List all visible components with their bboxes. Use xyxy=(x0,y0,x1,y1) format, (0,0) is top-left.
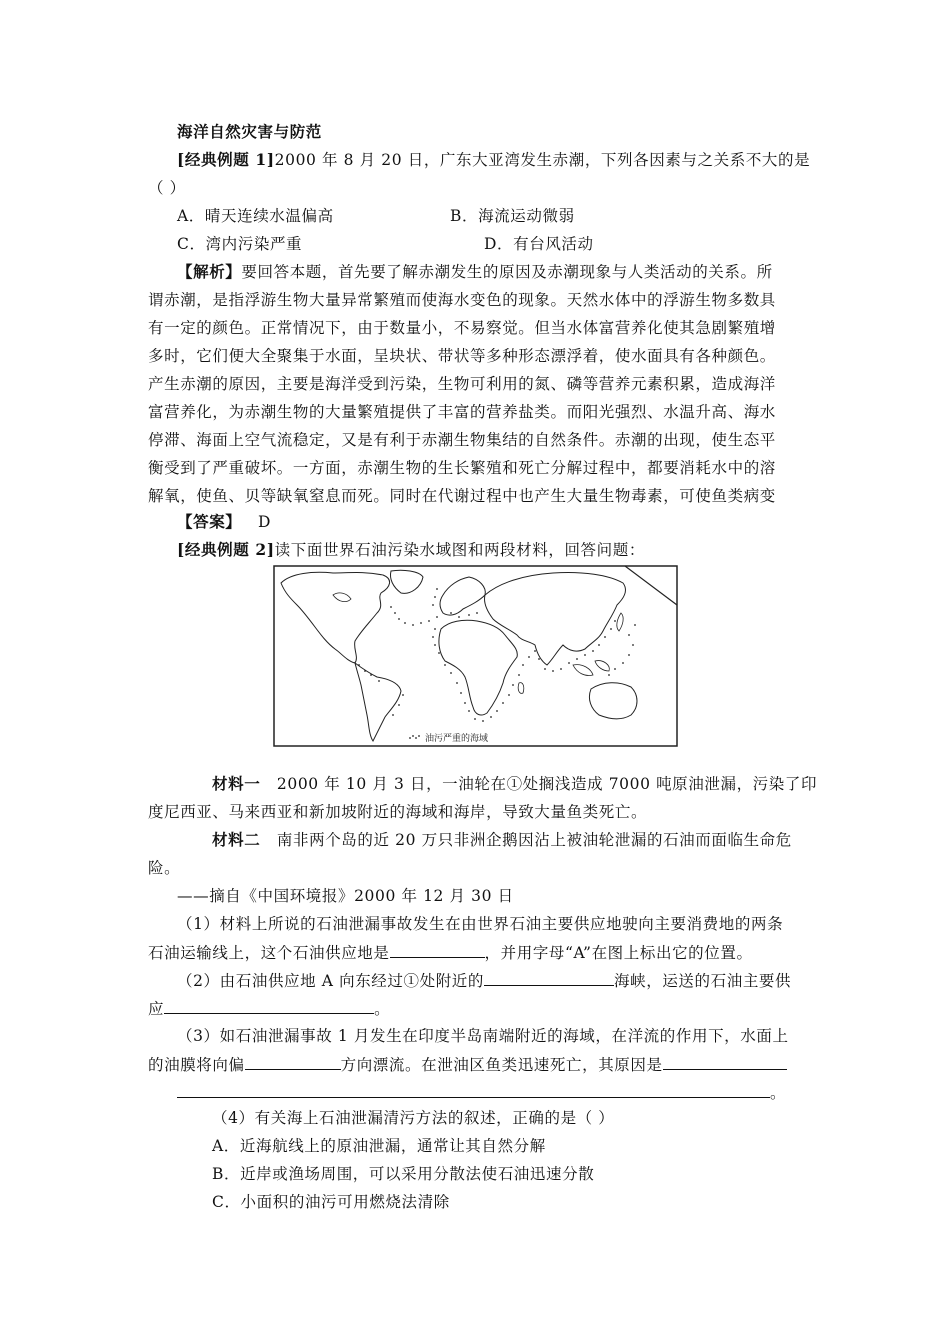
material1-line1: 材料一 2000 年 10 月 3 日，一油轮在①处搁浅造成 7000 吨原油泄漏，污染了印 xyxy=(212,774,818,793)
question1-line1: （1）材料上所说的石油泄漏事故发生在由世界石油主要供应地驶向主要消费地的两条 xyxy=(177,915,784,933)
analysis-line-4: 多时，它们便大全聚集于水面，呈块状、带状等多种形态漂浮着，使水面具有各种颜色。 xyxy=(148,347,776,365)
option-a: A．晴天连续水温偏高 xyxy=(177,207,334,225)
example1-tag: [经典例题 1] xyxy=(177,150,275,169)
answer-blank-destination[interactable] xyxy=(164,998,374,1014)
example1-question xyxy=(177,150,810,170)
answer-blank-reason[interactable] xyxy=(663,1054,787,1070)
question4-option-c: C．小面积的油污可用燃烧法清除 xyxy=(212,1193,450,1211)
answer-blank-reason-continued[interactable] xyxy=(177,1082,770,1098)
material1-line2: 度尼西亚、马来西亚和新加坡附近的海域和海岸，导致大量鱼类死亡。 xyxy=(148,803,648,821)
question4-option-a: A．近海航线上的原油泄漏，通常让其自然分解 xyxy=(212,1137,546,1155)
question4: （4）有关海上石油泄漏清污方法的叙述，正确的是（ ） xyxy=(212,1109,615,1127)
example2-intro: [经典例题 2]读下面世界石油污染水域图和两段材料，回答问题： xyxy=(177,540,645,559)
question3-line3: 。 xyxy=(177,1082,786,1103)
option-d: D．有台风活动 xyxy=(484,235,594,253)
answer-line xyxy=(177,512,271,532)
question2-line1: （2）由石油供应地 A 向东经过①处附近的 海峡，运送的石油主要供 xyxy=(177,972,792,990)
question2-line2: 应 。 xyxy=(148,1000,391,1018)
source-citation: ——摘自《中国环境报》2000 年 12 月 30 日 xyxy=(177,887,514,905)
material2-line2: 险。 xyxy=(148,859,181,877)
analysis-line-3: 有一定的颜色。正常情况下，由于数量小，不易察觉。但当水体富营养化使其急剧繁殖增 xyxy=(148,319,776,337)
example1-paren: （ ） xyxy=(148,179,186,197)
example1-text: 2000 年 8 月 20 日，广东大亚湾发生赤潮，下列各因素与之关系不大的是 xyxy=(274,151,811,169)
analysis-line-9: 解氧，使鱼、贝等缺氧窒息而死。同时在代谢过程中也产生大量生物毒素，可使鱼类病变 xyxy=(148,487,776,505)
answer-label: 【答案】 xyxy=(177,512,242,531)
answer-blank-direction[interactable] xyxy=(245,1054,341,1070)
analysis-line-2: 谓赤潮，是指浮游生物大量异常繁殖而使海水变色的现象。天然水体中的浮游生物多数具 xyxy=(148,291,776,309)
answer-blank-supply-region[interactable] xyxy=(390,942,485,958)
question1-line2: 石油运输线上，这个石油供应地是 ，并用字母“A”在图上标出它的位置。 xyxy=(148,944,753,962)
option-b: B．海流运动微弱 xyxy=(450,207,575,225)
analysis-line-1: 【解析】要回答本题，首先要了解赤潮发生的原因及赤潮现象与人类活动的关系。所 xyxy=(177,262,773,281)
answer-blank-strait[interactable] xyxy=(484,970,614,986)
page-title: 海洋自然灾害与防范 xyxy=(177,122,322,141)
material2-line1: 材料二 南非两个岛的近 20 万只非洲企鹅因沾上被油轮泄漏的石油而面临生命危 xyxy=(212,830,792,849)
analysis-label: 【解析】 xyxy=(177,262,242,281)
material1-label: 材料一 xyxy=(212,774,261,793)
world-oil-pollution-map xyxy=(273,565,678,747)
answer-value: D xyxy=(258,513,272,531)
question4-option-b: B．近岸或渔场周围，可以采用分散法使石油迅速分散 xyxy=(212,1165,595,1183)
analysis-line-7: 停滞、海面上空气流稳定，又是有利于赤潮生物集结的自然条件。赤潮的出现，使生态平 xyxy=(148,431,776,449)
question3-line1: （3）如石油泄漏事故 1 月发生在印度半岛南端附近的海域，在洋流的作用下，水面上 xyxy=(177,1027,789,1045)
map-legend-text: 油污严重的海域 xyxy=(425,734,489,744)
question3-line2: 的油膜将向偏 方向漂流。在泄油区鱼类迅速死亡，其原因是 xyxy=(148,1054,787,1075)
material2-label: 材料二 xyxy=(212,830,261,849)
analysis-line-5: 产生赤潮的原因，主要是海洋受到污染，生物可利用的氮、磷等营养元素积累，造成海洋 xyxy=(148,375,776,393)
option-c: C．湾内污染严重 xyxy=(177,235,303,253)
analysis-line-8: 衡受到了严重破坏。一方面，赤潮生物的生长繁殖和死亡分解过程中，都要消耗水中的溶 xyxy=(148,459,776,477)
analysis-line-6: 富营养化，为赤潮生物的大量繁殖提供了丰富的营养盐类。而阳光强烈、水温升高、海水 xyxy=(148,403,776,421)
example2-tag: [经典例题 2] xyxy=(177,540,275,559)
